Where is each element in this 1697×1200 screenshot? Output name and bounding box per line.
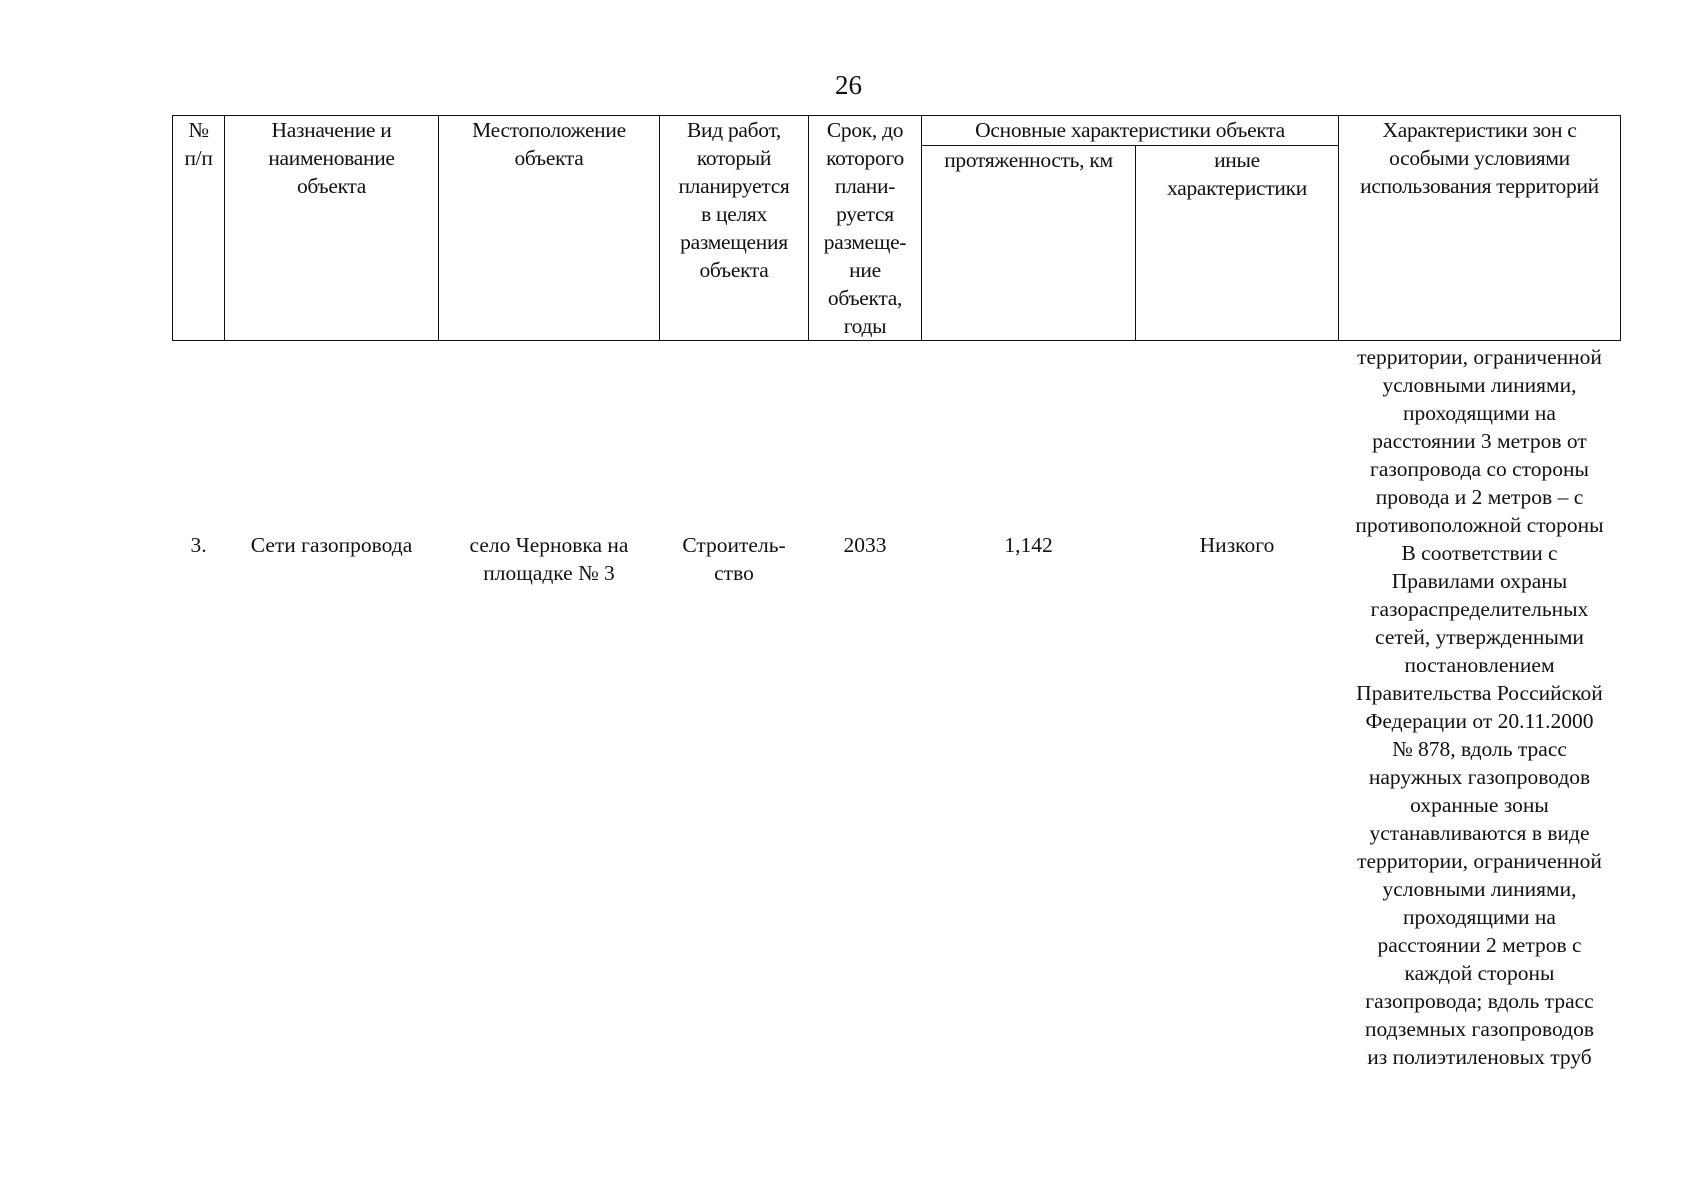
header-text-line: использования территорий bbox=[1360, 174, 1599, 198]
header-text-line: который bbox=[696, 146, 772, 170]
header-text-line: особыми условиями bbox=[1389, 146, 1570, 170]
header-text-line: размеще- bbox=[823, 230, 907, 254]
zones-text-line: газопровода со стороны bbox=[1370, 457, 1589, 481]
header-purpose bbox=[225, 116, 439, 341]
cell-deadline: 2033 bbox=[843, 533, 887, 557]
header-length: протяженность, км bbox=[922, 146, 1136, 341]
header-other-characteristics bbox=[1136, 146, 1339, 341]
zones-text-line: наружных газопроводов bbox=[1368, 765, 1591, 789]
zones-text-line: Правительства Российской bbox=[1356, 681, 1603, 705]
zones-text-line: Федерации от 20.11.2000 bbox=[1365, 709, 1594, 733]
cell-text-line: село Черновка на bbox=[469, 533, 629, 557]
header-text-line: объекта bbox=[514, 146, 584, 170]
zones-text-line: подземных газопроводов bbox=[1364, 1017, 1594, 1041]
zones-text-line: условными линиями, bbox=[1382, 877, 1577, 901]
header-text-line: плани- bbox=[834, 174, 896, 198]
cell-num: 3. bbox=[190, 533, 207, 557]
zones-text-line: В соответствии с bbox=[1401, 541, 1558, 565]
header-text-line: объекта bbox=[296, 174, 367, 198]
header-text-line: объекта bbox=[699, 258, 769, 282]
header-text-line: Срок, до bbox=[826, 118, 904, 142]
cell-other: Низкого bbox=[1199, 533, 1275, 557]
header-text-line: ние bbox=[849, 258, 881, 282]
cell-length: 1,142 bbox=[1004, 533, 1053, 557]
header-text-line: планируется bbox=[678, 174, 790, 198]
objects-table bbox=[172, 115, 1621, 1077]
header-deadline bbox=[809, 116, 922, 341]
zones-text-line: устанавливаются в виде bbox=[1369, 821, 1590, 845]
zones-text-line: охранные зоны bbox=[1410, 793, 1549, 817]
zones-text-line: из полиэтиленовых труб bbox=[1367, 1045, 1592, 1069]
header-text-line: Характеристики зон с bbox=[1382, 118, 1577, 142]
page-number: 26 bbox=[835, 70, 862, 100]
header-num bbox=[173, 116, 225, 341]
zones-text-line: постановлением bbox=[1404, 653, 1555, 677]
cell-work-type bbox=[660, 341, 809, 1077]
zones-text-line: территории, ограниченной bbox=[1357, 849, 1602, 873]
header-text-line: наименование bbox=[268, 146, 395, 170]
header-text-line: в целях bbox=[701, 202, 767, 226]
cell-zones bbox=[1339, 341, 1621, 1077]
header-text-line: руется bbox=[836, 202, 894, 226]
table-row bbox=[173, 341, 1621, 1077]
zones-text-line: проходящими на bbox=[1403, 905, 1556, 929]
zones-text-line: проходящими на bbox=[1403, 401, 1556, 425]
header-text-line: Местоположение bbox=[472, 118, 626, 142]
zones-text-line: провода и 2 метров – с bbox=[1375, 485, 1584, 509]
zones-text-line: сетей, утвержденными bbox=[1375, 625, 1584, 649]
header-text-line: Назначение и bbox=[271, 118, 392, 142]
header-text-line: № bbox=[188, 118, 209, 142]
header-zones bbox=[1339, 116, 1621, 341]
header-text-line: размещения bbox=[680, 230, 788, 254]
zones-text-line: № 878, вдоль трасс bbox=[1392, 737, 1567, 761]
zones-text-line: газопровода; вдоль трасс bbox=[1365, 989, 1594, 1013]
zones-text-line: условными линиями, bbox=[1382, 373, 1577, 397]
cell-text-line: площадке № 3 bbox=[483, 561, 615, 585]
header-text-line: Вид работ, bbox=[686, 118, 781, 142]
header-text-line: п/п bbox=[184, 146, 213, 170]
header-text-line: характеристики bbox=[1167, 176, 1307, 201]
zones-text-line: расстоянии 3 метров от bbox=[1372, 429, 1587, 453]
header-main-characteristics: Основные характеристики объекта bbox=[922, 116, 1339, 146]
cell-text-line: Строитель- bbox=[682, 533, 786, 557]
cell-location bbox=[439, 341, 660, 1077]
zones-text-line: территории, ограниченной bbox=[1357, 345, 1602, 369]
zones-text-line: Правилами охраны bbox=[1391, 569, 1568, 593]
header-work-type bbox=[660, 116, 809, 341]
zones-text-line: газораспределительных bbox=[1370, 597, 1589, 621]
zones-text-line: противоположной стороны bbox=[1355, 513, 1604, 537]
header-text-line: иные bbox=[1214, 148, 1260, 173]
zones-text-line: каждой стороны bbox=[1404, 961, 1555, 985]
header-location bbox=[439, 116, 660, 341]
header-text-line: которого bbox=[826, 146, 904, 170]
zones-text-line: расстоянии 2 метров с bbox=[1377, 933, 1582, 957]
cell-text-line: ство bbox=[714, 561, 754, 585]
header-text-line: годы bbox=[843, 314, 887, 338]
cell-purpose: Сети газопровода bbox=[250, 533, 413, 557]
header-text-line: объекта, bbox=[827, 286, 903, 310]
